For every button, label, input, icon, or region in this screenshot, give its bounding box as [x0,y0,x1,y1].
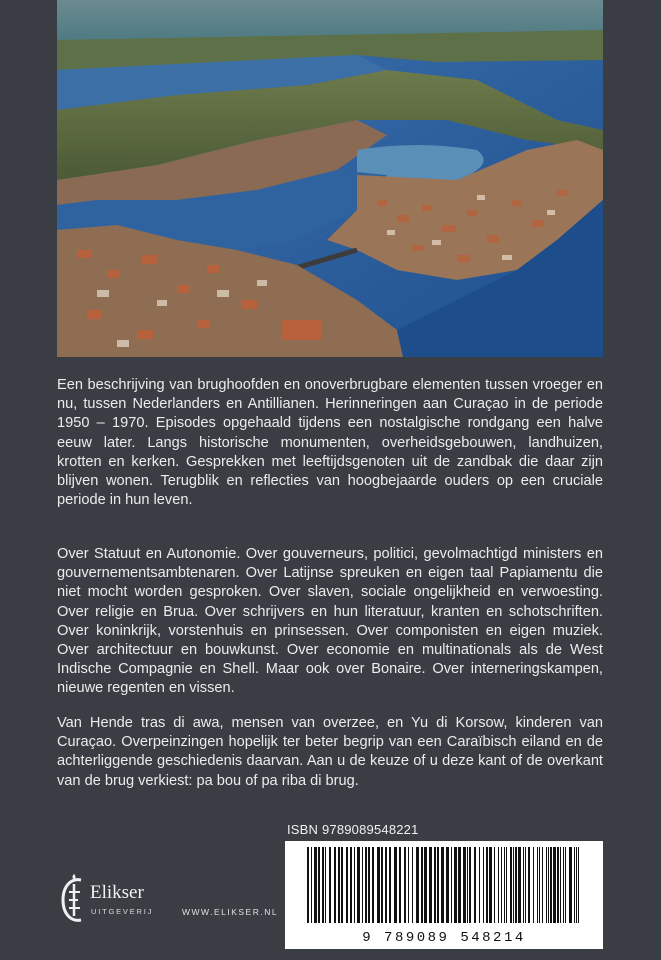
cover-photo [57,0,603,357]
barcode-bar [434,847,436,923]
barcode-bar [325,847,326,923]
barcode-bar [565,847,566,923]
barcode-bar [501,847,502,923]
barcode-bar [314,847,317,923]
barcode-bar [377,847,380,923]
barcode-bar [463,847,466,923]
barcode-bar [479,847,480,923]
barcode-bar [334,847,336,923]
barcode-bar [546,847,547,923]
barcode-bar [451,847,452,923]
barcode-bar [533,847,534,923]
blurb-paragraph-1: Een beschrijving van brughoofden en onoverbrugbare elementen tussen vroeger en nu, tussen Nederlanders en Antillianen. Herinneringen aan Curaçao in de periode 1950 – 1970. Episodes opgehaald tijdens een nostalgische rondgang een halve eeuw later. Langs historische monumenten, overheidsgebouwen, landhuizen, krotten en kerken. Gesprekken met leeftijdsgenoten uit de zandbak die daar zijn blijven wonen. Terugblik en reflecties van hoogbejaarde ouders op een cruciale periode in hun leven. [57,377,603,509]
barcode-bar [486,847,488,923]
publisher-name: Elikser [90,882,144,903]
barcode-bar [528,847,530,923]
barcode-bar [322,847,324,923]
barcode-bar [372,847,374,923]
barcode-bar [454,847,457,923]
barcode [285,841,603,949]
barcode-bar [365,847,367,923]
barcode-bar [469,847,471,923]
barcode-bar [307,847,309,923]
barcode-bar [329,847,331,923]
barcode-bar [385,847,387,923]
barcode-bar [550,847,552,923]
blurb-paragraph-3: Van Hende tras di awa, mensen van overzee, en Yu di Korsow, kinderen van Curaçao. Overpeinzingen hopelijk ter beter begrip van een Caraïbisch eiland en de achterliggende geschiedenis daarvan. Aan u de keuze of u deze kant of de overkant van de brug verkiest: pa bou of pa riba di brug. [57,715,603,789]
barcode-bar [412,847,413,923]
barcode-bar [518,847,521,923]
barcode-bar [441,847,444,923]
barcode-bar [421,847,423,923]
barcode-bar [494,847,495,923]
barcode-bar [489,847,492,923]
barcode-digits: 9 789089 548214 [362,930,526,946]
barcode-bar [510,847,512,923]
barcode-bar [458,847,461,923]
barcode-bar [506,847,507,923]
barcode-bar [537,847,538,923]
barcode-bar [504,847,505,923]
barcode-bar [474,847,476,923]
barcode-bar [429,847,432,923]
barcode-bar [563,847,564,923]
barcode-bar [399,847,401,923]
aerial-harbor-photo-icon [57,0,603,357]
barcode-bar [437,847,439,923]
blurb-paragraph-2: Over Statuut en Autonomie. Over gouverneurs, politici, gevolmachtigd ministers en gouvernementsambtenaren. Over Latijnse spreuken en eigen taal Papiamentu die niet mocht worden gesproken. Over slaven, sociale ongelijkheid en verwoesting. Over religie en Brua. Over schrijvers en hun literatuur, kranten en schotschriften. Over koninkrijk, vorstenhuis en prinsessen. Over componisten en eigen muziek. Over architectuur en bouwkunst. Over economie en multinationals als de West Indische Compagnie en Shell. Maar ook over Bonaire. Over interneringskampen, nieuwe regenten en vissen. [57,546,603,697]
isbn-label: ISBN 9789089548221 [287,822,419,837]
barcode-bar [318,847,320,923]
barcode-bar [560,847,561,923]
barcode-bar [576,847,577,923]
barcode-bar [525,847,526,923]
barcode-bar [311,847,312,923]
barcode-bar [394,847,397,923]
barcode-bar [515,847,517,923]
barcode-bar [557,847,559,923]
barcode-bar [498,847,499,923]
barcode-bar [350,847,352,923]
barcode-bar [354,847,355,923]
barcode-bar [548,847,549,923]
barcode-bar [404,847,406,923]
barcode-bar [381,847,383,923]
barcode-bar [513,847,514,923]
publisher-website[interactable]: WWW.ELIKSER.NL [182,907,279,917]
barcode-bar [368,847,370,923]
barcode-bar [346,847,348,923]
barcode-bar [539,847,540,923]
barcode-bar [574,847,575,923]
barcode-bar [389,847,391,923]
publisher-subtitle: UITGEVERIJ [91,907,154,916]
barcode-bar [446,847,449,923]
barcode-bar [569,847,572,923]
barcode-bar [483,847,484,923]
barcode-bar [578,847,579,923]
barcode-bar [553,847,556,923]
barcode-bar [542,847,543,923]
barcode-bar [467,847,468,923]
barcode-bar [357,847,360,923]
barcode-bars [285,841,603,927]
publisher-logo [57,870,177,930]
barcode-bar [523,847,524,923]
barcode-bar [341,847,343,923]
elikser-eg-monogram-icon [57,870,91,930]
barcode-bar [416,847,419,923]
barcode-bar [362,847,363,923]
barcode-bar [338,847,340,923]
barcode-bar [408,847,409,923]
barcode-bar [424,847,427,923]
